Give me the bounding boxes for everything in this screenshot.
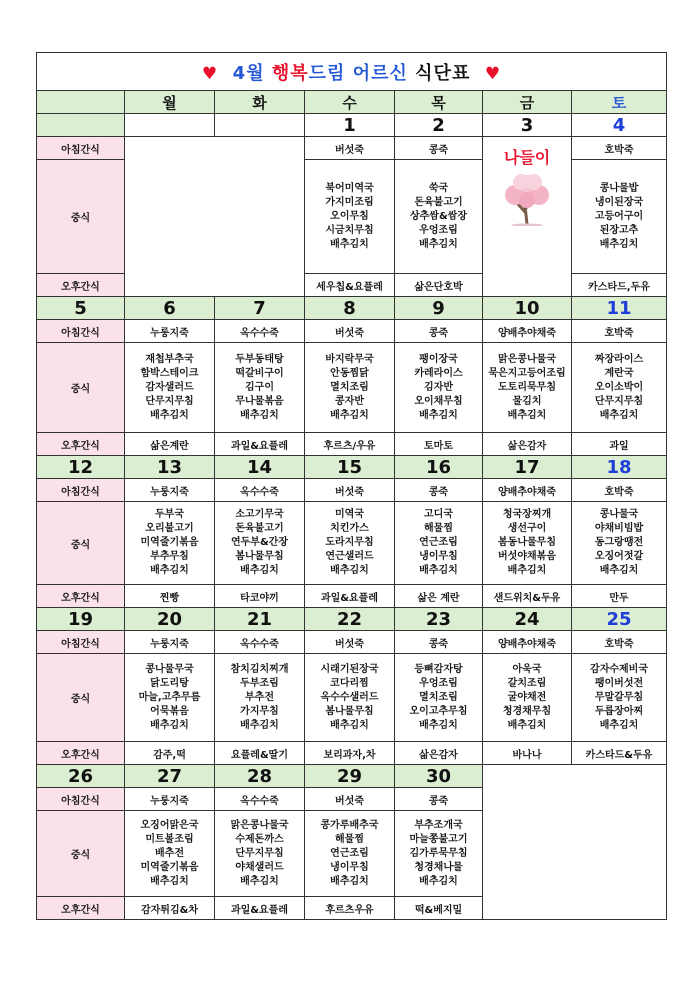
- heart-right-icon: ♥: [484, 63, 502, 84]
- menu-table: [36, 52, 667, 920]
- lunch-cell: 아욱국 갈치조림 굴야채전 청경채무침 배추김치: [483, 654, 572, 742]
- lunch-cell: 청국장찌개 생선구이 봄동나물무침 버섯야채볶음 배추김치: [483, 502, 572, 585]
- lunch-cell: 맑은콩나물국 수제돈까스 단무지무침 야채샐러드 배추김치: [215, 811, 305, 897]
- date-cell: 3: [483, 114, 572, 137]
- breakfast-cell: 옥수수죽: [215, 631, 305, 654]
- breakfast-cell: 버섯죽: [305, 137, 395, 160]
- label-breakfast: 아침간식: [37, 479, 125, 502]
- lunch-cell: 콩가루배추국 해물찜 연근조림 냉이무침 배추김치: [305, 811, 395, 897]
- weekday-corner: [37, 91, 125, 114]
- date-cell: 29: [305, 765, 395, 788]
- afternoon-cell: 만두: [572, 585, 667, 608]
- lunch-cell: 시래기된장국 코다리찜 옥수수샐러드 봄나물무침 배추김치: [305, 654, 395, 742]
- label-lunch: 중식: [37, 654, 125, 742]
- afternoon-cell: 토마토: [395, 433, 483, 456]
- date-cell: 17: [483, 456, 572, 479]
- title-dream: 드림: [308, 62, 346, 84]
- date-cell: 22: [305, 608, 395, 631]
- afternoon-cell: 과일&요플레: [215, 897, 305, 920]
- breakfast-cell: 콩죽: [395, 788, 483, 811]
- lunch-cell: 오징어맑은국 미트볼조림 배추전 미역줄기볶음 배추김치: [125, 811, 215, 897]
- date-cell: 1: [305, 114, 395, 137]
- sunday-date: 5: [37, 297, 125, 320]
- breakfast-cell: 옥수수죽: [215, 320, 305, 343]
- week1-empty-mon: [125, 114, 215, 137]
- breakfast-cell: 옥수수죽: [215, 479, 305, 502]
- label-lunch: 중식: [37, 811, 125, 897]
- afternoon-cell: 카스타드,두유: [572, 274, 667, 297]
- afternoon-cell: 후르츠/우유: [305, 433, 395, 456]
- cherry-blossom-tree-icon: [499, 170, 555, 226]
- breakfast-cell: 양배추야채죽: [483, 320, 572, 343]
- date-cell: 28: [215, 765, 305, 788]
- label-breakfast: 아침간식: [37, 320, 125, 343]
- breakfast-cell: 누룽지죽: [125, 788, 215, 811]
- label-lunch: 중식: [37, 502, 125, 585]
- date-cell: 14: [215, 456, 305, 479]
- title-elderly: 어르신: [352, 62, 408, 84]
- breakfast-cell: 콩죽: [395, 137, 483, 160]
- afternoon-cell: 감주,떡: [125, 742, 215, 765]
- lunch-cell: 북어미역국 가지미조림 오이무침 시금치무침 배추김치: [305, 160, 395, 274]
- breakfast-cell: 호박죽: [572, 631, 667, 654]
- date-cell: 6: [125, 297, 215, 320]
- breakfast-cell: 콩죽: [395, 631, 483, 654]
- afternoon-cell: 과일&요플레: [215, 433, 305, 456]
- lunch-cell: 미역국 치킨가스 도라지무침 연근샐러드 배추김치: [305, 502, 395, 585]
- lunch-cell: 바지락무국 안동찜닭 멸치조림 콩자반 배추김치: [305, 343, 395, 433]
- afternoon-cell: 후르츠우유: [305, 897, 395, 920]
- page-title: [37, 53, 667, 91]
- afternoon-cell: 요플레&딸기: [215, 742, 305, 765]
- date-cell: 21: [215, 608, 305, 631]
- afternoon-cell: 세우칩&요플레: [305, 274, 395, 297]
- week1-empty-tue: [215, 114, 305, 137]
- breakfast-cell: 호박죽: [572, 320, 667, 343]
- label-lunch: 중식: [37, 160, 125, 274]
- weekday-fri: 금: [483, 91, 572, 114]
- breakfast-cell: 양배추야채죽: [483, 631, 572, 654]
- weekday-sat: 토: [572, 91, 667, 114]
- lunch-cell: 두부동태탕 떡갈비구이 김구이 무나물볶음 배추김치: [215, 343, 305, 433]
- lunch-cell: 짜장라이스 계란국 오이소박이 단무지무침 배추김치: [572, 343, 667, 433]
- weekday-thu: 목: [395, 91, 483, 114]
- heart-left-icon: ♥: [201, 63, 219, 84]
- afternoon-cell: 과일: [572, 433, 667, 456]
- date-cell: 24: [483, 608, 572, 631]
- sunday-date: 19: [37, 608, 125, 631]
- afternoon-cell: 찐빵: [125, 585, 215, 608]
- afternoon-cell: 떡&베지밀: [395, 897, 483, 920]
- breakfast-cell: 버섯죽: [305, 320, 395, 343]
- breakfast-cell: 호박죽: [572, 479, 667, 502]
- date-cell: 15: [305, 456, 395, 479]
- label-afternoon: 오후간식: [37, 433, 125, 456]
- date-cell: 13: [125, 456, 215, 479]
- breakfast-cell: 누룽지죽: [125, 479, 215, 502]
- lunch-cell: 콩나물국 야채비빔밥 동그랑땡전 오징어젓갈 배추김치: [572, 502, 667, 585]
- lunch-cell: 팽이장국 카레라이스 김자반 오이채무침 배추김치: [395, 343, 483, 433]
- afternoon-cell: 타코야끼: [215, 585, 305, 608]
- label-breakfast: 아침간식: [37, 631, 125, 654]
- afternoon-cell: 삶은감자: [483, 433, 572, 456]
- date-cell: 8: [305, 297, 395, 320]
- lunch-cell: 고디국 해물찜 연근조림 냉이무침 배추김치: [395, 502, 483, 585]
- breakfast-cell: 버섯죽: [305, 479, 395, 502]
- breakfast-cell: 누룽지죽: [125, 631, 215, 654]
- lunch-cell: 등뼈감자탕 우엉조림 멸치조림 오이고추무침 배추김치: [395, 654, 483, 742]
- date-cell: 30: [395, 765, 483, 788]
- date-cell: 4: [572, 114, 667, 137]
- date-cell: 23: [395, 608, 483, 631]
- breakfast-cell: 호박죽: [572, 137, 667, 160]
- breakfast-cell: 버섯죽: [305, 788, 395, 811]
- title-highlight-happy: 행복: [271, 62, 309, 84]
- date-cell: 20: [125, 608, 215, 631]
- date-cell: 7: [215, 297, 305, 320]
- lunch-cell: 콩나물무국 닭도리탕 마늘,고추무름 어묵볶음 배추김치: [125, 654, 215, 742]
- label-afternoon: 오후간식: [37, 274, 125, 297]
- lunch-cell: 콩나물밥 냉이된장국 고등어구이 된장고추 배추김치: [572, 160, 667, 274]
- afternoon-cell: 카스타드&두유: [572, 742, 667, 765]
- label-afternoon: 오후간식: [37, 897, 125, 920]
- label-afternoon: 오후간식: [37, 585, 125, 608]
- breakfast-cell: 누룽지죽: [125, 320, 215, 343]
- afternoon-cell: 보리과자,차: [305, 742, 395, 765]
- outing-title: 나들이: [503, 148, 551, 167]
- label-afternoon: 오후간식: [37, 742, 125, 765]
- breakfast-cell: 콩죽: [395, 479, 483, 502]
- afternoon-cell: 삶은계란: [125, 433, 215, 456]
- date-cell: 27: [125, 765, 215, 788]
- date-cell: 25: [572, 608, 667, 631]
- afternoon-cell: 삶은감자: [395, 742, 483, 765]
- lunch-cell: 쑥국 돈육불고기 상추쌈&쌈장 우엉조림 배추김치: [395, 160, 483, 274]
- title-month: 4월: [232, 62, 265, 84]
- afternoon-cell: 샌드위치&두유: [483, 585, 572, 608]
- weekday-wed: 수: [305, 91, 395, 114]
- breakfast-cell: 양배추야채죽: [483, 479, 572, 502]
- label-breakfast: 아침간식: [37, 137, 125, 160]
- lunch-cell: 참치김치찌개 두부조림 부추전 가지무침 배추김치: [215, 654, 305, 742]
- afternoon-cell: 감자튀김&차: [125, 897, 215, 920]
- date-cell: 16: [395, 456, 483, 479]
- lunch-cell: 감자수제비국 팽이버섯전 무말갈무침 두릅장아찌 배추김치: [572, 654, 667, 742]
- lunch-cell: 두부국 오리불고기 미역줄기볶음 부추무침 배추김치: [125, 502, 215, 585]
- afternoon-cell: 과일&요플레: [305, 585, 395, 608]
- breakfast-cell: 버섯죽: [305, 631, 395, 654]
- lunch-cell: 부추조개국 마늘쫑불고기 김가루묵무침 청경채나물 배추김치: [395, 811, 483, 897]
- afternoon-cell: 바나나: [483, 742, 572, 765]
- date-cell: 9: [395, 297, 483, 320]
- week5-blank-area: [483, 765, 667, 920]
- breakfast-cell: 옥수수죽: [215, 788, 305, 811]
- date-cell: 18: [572, 456, 667, 479]
- date-cell: 10: [483, 297, 572, 320]
- date-cell: 2: [395, 114, 483, 137]
- lunch-cell: 재첩부추국 함박스테이크 감자샐러드 단무지무침 배추김치: [125, 343, 215, 433]
- weekday-tue: 화: [215, 91, 305, 114]
- label-lunch: 중식: [37, 343, 125, 433]
- label-breakfast: 아침간식: [37, 788, 125, 811]
- week1-corner: [37, 114, 125, 137]
- lunch-cell: 맑은콩나물국 묵은지고등어조림 도토리묵무침 물김치 배추김치: [483, 343, 572, 433]
- date-cell: 11: [572, 297, 667, 320]
- breakfast-cell: 콩죽: [395, 320, 483, 343]
- afternoon-cell: 삶은 계란: [395, 585, 483, 608]
- weekday-mon: 월: [125, 91, 215, 114]
- lunch-cell: 소고기무국 돈육불고기 연두부&간장 봄나물무침 배추김치: [215, 502, 305, 585]
- outing-cell: [483, 137, 572, 297]
- afternoon-cell: 삶은단호박: [395, 274, 483, 297]
- sunday-date: 26: [37, 765, 125, 788]
- title-menu: 식단표: [415, 62, 471, 84]
- sunday-date: 12: [37, 456, 125, 479]
- week1-blank-area: [125, 137, 305, 297]
